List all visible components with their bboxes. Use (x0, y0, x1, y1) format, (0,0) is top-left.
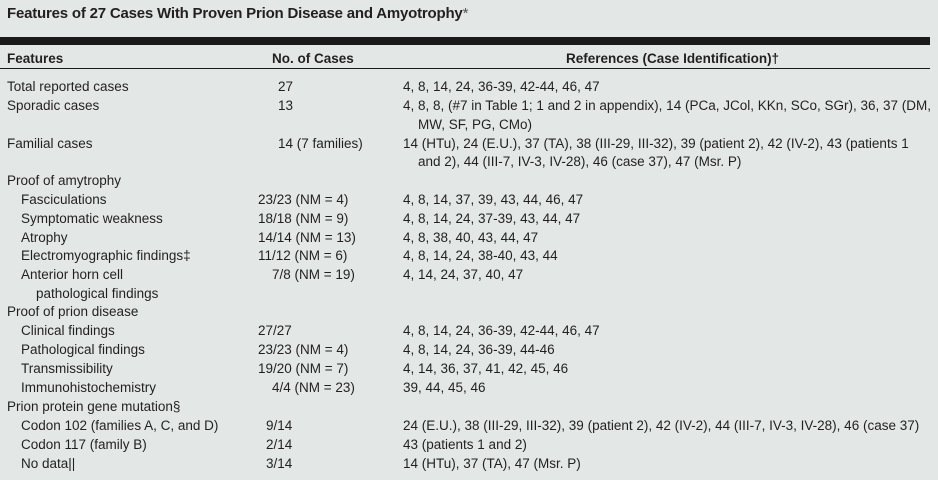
cases-cell: 18/18 (NM = 9) (258, 211, 349, 226)
cases-cell: 23/23 (NM = 4) (258, 192, 349, 207)
section-label: Proof of amytrophy (7, 173, 122, 188)
references-cell: 4, 8, 8, (#7 in Table 1; 1 and 2 in appendix), 14 (PCa, JCol, KKn, SCo, SGr), 36, 37 (DM, (403, 98, 932, 113)
references-cell: 14 (HTu), 37 (TA), 47 (Msr. P) (403, 456, 581, 471)
feature-cell: Symptomatic weakness (21, 211, 163, 226)
header-references: References (Case Identification)† (566, 51, 780, 66)
feature-cell: No data|| (21, 456, 76, 471)
cases-cell: 19/20 (NM = 7) (258, 361, 349, 376)
references-cell: 4, 14, 24, 37, 40, 47 (403, 267, 524, 282)
references-cell-continued: MW, SF, PG, CMo) (418, 117, 533, 132)
references-cell: 4, 8, 14, 24, 38-40, 43, 44 (403, 248, 558, 263)
cases-cell: 3/14 (266, 456, 293, 471)
section-label: Proof of prion disease (7, 304, 139, 319)
references-cell: 4, 8, 14, 24, 36-39, 44-46 (403, 342, 555, 357)
feature-cell: Total reported cases (7, 79, 129, 94)
cases-cell: 14 (7 families) (278, 136, 363, 151)
cases-cell: 11/12 (NM = 6) (258, 248, 348, 263)
references-cell: 4, 8, 14, 37, 39, 43, 44, 46, 47 (403, 192, 584, 207)
header-cases: No. of Cases (272, 51, 354, 66)
cases-cell: 13 (278, 98, 294, 113)
feature-cell: Electromyographic findings‡ (21, 248, 191, 263)
top-rule (0, 37, 930, 45)
feature-cell-continued: pathological findings (36, 286, 159, 301)
cases-cell: 7/8 (NM = 19) (272, 267, 355, 282)
section-label: Prion protein gene mutation§ (7, 399, 181, 414)
cases-cell: 23/23 (NM = 4) (258, 342, 349, 357)
feature-cell: Transmissibility (21, 361, 113, 376)
references-cell: 43 (patients 1 and 2) (403, 437, 527, 452)
feature-cell: Atrophy (21, 230, 68, 245)
references-cell-continued: and 2), 44 (III-7, IV-3, IV-28), 46 (case 37), 47 (Msr. P) (418, 154, 742, 169)
references-cell: 24 (E.U.), 38 (III-29, III-32), 39 (patient 2), 42 (IV-2), 44 (III-7, IV-3, IV-28), 46 (case 37) (403, 418, 920, 433)
references-cell: 4, 8, 14, 24, 37-39, 43, 44, 47 (403, 211, 581, 226)
header-rule (0, 68, 930, 69)
feature-cell: Fasciculations (21, 192, 107, 207)
cases-cell: 14/14 (NM = 13) (258, 230, 356, 245)
references-cell: 4, 8, 38, 40, 43, 44, 47 (403, 230, 539, 245)
table-title (7, 5, 468, 22)
cases-cell: 2/14 (266, 437, 293, 452)
feature-cell: Immunohistochemistry (21, 380, 157, 395)
feature-cell: Sporadic cases (7, 98, 100, 113)
feature-cell: Clinical findings (21, 323, 115, 338)
feature-cell: Codon 102 (families A, C, and D) (21, 418, 219, 433)
references-cell: 4, 14, 36, 37, 41, 42, 45, 46 (403, 361, 569, 376)
table-title-text: Features of 27 Cases With Proven Prion Disease and Amyotrophy (7, 5, 463, 22)
references-cell: 4, 8, 14, 24, 36-39, 42-44, 46, 47 (403, 79, 600, 94)
feature-cell: Pathological findings (21, 342, 145, 357)
cases-cell: 27 (278, 79, 294, 94)
references-cell: 39, 44, 45, 46 (403, 380, 486, 395)
references-cell: 4, 8, 14, 24, 36-39, 42-44, 46, 47 (403, 323, 600, 338)
feature-cell: Anterior horn cell (21, 267, 124, 282)
title-footnote-mark: * (462, 5, 469, 22)
references-cell: 14 (HTu), 24 (E.U.), 37 (TA), 38 (III-29, III-32), 39 (patient 2), 42 (IV-2), 43 (patients 1 (403, 136, 909, 151)
cases-cell: 27/27 (258, 323, 292, 338)
feature-cell: Codon 117 (family B) (21, 437, 147, 452)
feature-cell: Familial cases (7, 136, 93, 151)
cases-cell: 4/4 (NM = 23) (272, 380, 355, 395)
header-features: Features (7, 51, 64, 66)
cases-cell: 9/14 (266, 418, 293, 433)
